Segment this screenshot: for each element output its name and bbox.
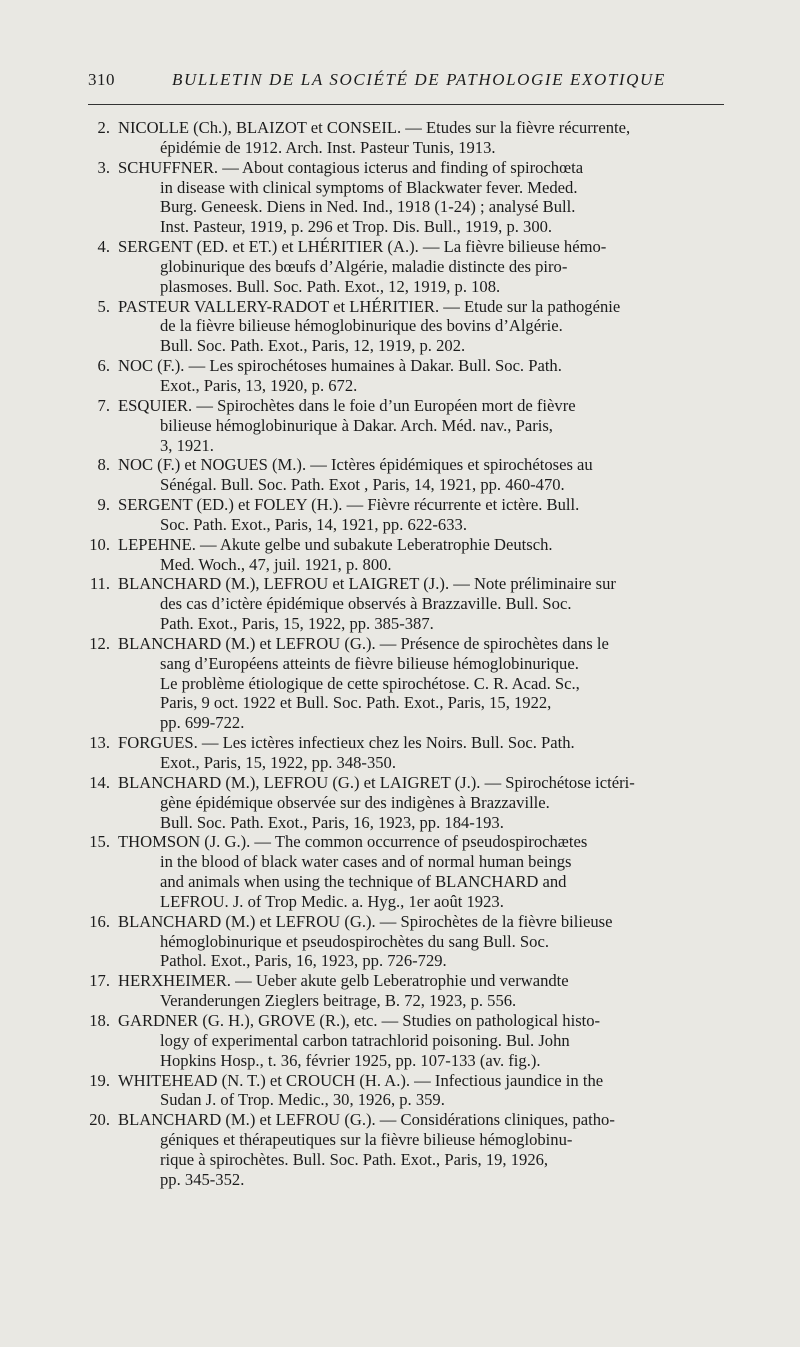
reference-line: Soc. Path. Exot., Paris, 14, 1921, pp. 622-633. xyxy=(160,514,467,534)
reference-text xyxy=(118,912,726,972)
reference-line: LEPEHNE. — Akute gelbe und subakute Leberatrophie Deutsch. xyxy=(118,534,553,554)
reference-line: Exot., Paris, 15, 1922, pp. 348-350. xyxy=(160,753,396,772)
reference-text xyxy=(118,1011,726,1071)
reference-list xyxy=(82,118,726,1190)
reference-item xyxy=(82,495,726,535)
reference-line: Paris, 9 oct. 1922 et Bull. Soc. Path. Exot., Paris, 15, 1922, xyxy=(160,693,552,713)
reference-item xyxy=(82,535,726,575)
reference-line: NICOLLE (Ch.), BLAIZOT et CONSEIL. — Etudes sur la fièvre récurrente, xyxy=(118,118,631,137)
reference-number: 16. xyxy=(89,911,110,931)
reference-line: Pathol. Exot., Paris, 16, 1923, pp. 726-729. xyxy=(160,951,447,971)
reference-number: 19. xyxy=(89,1070,110,1090)
reference-item xyxy=(82,634,726,733)
reference-text xyxy=(118,455,726,495)
reference-number: 20. xyxy=(89,1110,110,1130)
reference-line: FORGUES. — Les ictères infectieux chez les Noirs. Bull. Soc. Path. xyxy=(118,733,575,753)
reference-text xyxy=(118,733,726,773)
reference-line: rique à spirochètes. Bull. Soc. Path. Exot., Paris, 19, 1926, xyxy=(160,1149,549,1169)
reference-line: Bull. Soc. Path. Exot., Paris, 16, 1923, pp. 184-193. xyxy=(160,812,504,832)
reference-text xyxy=(118,535,726,575)
reference-item xyxy=(82,1071,726,1111)
reference-line: GARDNER (G. H.), GROVE (R.), etc. — Studies on pathological histo- xyxy=(118,1010,601,1030)
reference-line: and animals when using the technique of BLANCHARD and xyxy=(160,872,567,892)
reference-item xyxy=(82,396,726,456)
reference-line: 3, 1921. xyxy=(160,435,214,455)
reference-number: 3. xyxy=(97,157,110,177)
reference-number: 13. xyxy=(89,733,110,753)
reference-line: Med. Woch., 47, juil. 1921, p. 800. xyxy=(160,554,392,574)
reference-line: Hopkins Hosp., t. 36, février 1925, pp. 107-133 (av. fig.). xyxy=(160,1050,541,1070)
reference-text xyxy=(118,356,726,396)
reference-number: 11. xyxy=(89,574,110,594)
reference-text xyxy=(118,495,726,535)
reference-line: Burg. Geneesk. Diens in Ned. Ind., 1918 (1-24) ; analysé Bull. xyxy=(160,197,576,217)
reference-item xyxy=(82,912,726,972)
reference-number: 15. xyxy=(89,832,110,852)
reference-item xyxy=(82,297,726,357)
reference-text xyxy=(118,297,726,357)
reference-line: de la fièvre bilieuse hémoglobinurique des bovins d’Algérie. xyxy=(160,316,563,336)
reference-item xyxy=(82,733,726,773)
reference-item xyxy=(82,832,726,911)
reference-line: WHITEHEAD (N. T.) et CROUCH (H. A.). — Infectious jaundice in the xyxy=(118,1070,604,1090)
reference-item xyxy=(82,773,726,833)
header-rule xyxy=(88,104,724,105)
reference-number: 6. xyxy=(97,356,110,376)
reference-text xyxy=(118,118,726,158)
reference-line: NOC (F.) et NOGUES (M.). — Ictères épidémiques et spirochétoses au xyxy=(118,455,593,475)
reference-text xyxy=(118,237,726,297)
reference-line: Bull. Soc. Path. Exot., Paris, 12, 1919, p. 202. xyxy=(160,336,466,356)
reference-item xyxy=(82,1110,726,1189)
reference-line: BLANCHARD (M.) et LEFROU (G.). — Spirochètes de la fièvre bilieuse xyxy=(118,911,613,931)
reference-number: 10. xyxy=(89,534,110,554)
reference-line: Veranderungen Zieglers beitrage, B. 72, 1923, p. 556. xyxy=(160,991,517,1011)
reference-item xyxy=(82,574,726,634)
reference-number: 4. xyxy=(97,237,110,257)
reference-line: Le problème étiologique de cette spirochétose. C. R. Acad. Sc., xyxy=(160,673,580,693)
reference-item xyxy=(82,118,726,158)
reference-line: SCHUFFNER. — About contagious icterus and finding of spirochœta xyxy=(118,157,584,177)
reference-line: in the blood of black water cases and of normal human beings xyxy=(160,852,572,872)
reference-number: 5. xyxy=(97,296,110,316)
reference-line: pp. 699-722. xyxy=(160,713,245,733)
reference-line: ESQUIER. — Spirochètes dans le foie d’un Européen mort de fièvre xyxy=(118,395,576,415)
reference-text xyxy=(118,634,726,733)
reference-line: épidémie de 1912. Arch. Inst. Pasteur Tunis, 1913. xyxy=(160,137,496,157)
reference-line: NOC (F.). — Les spirochétoses humaines à Dakar. Bull. Soc. Path. xyxy=(118,356,562,376)
reference-line: HERXHEIMER. — Ueber akute gelb Leberatrophie und verwandte xyxy=(118,971,569,991)
page-number: 310 xyxy=(88,70,115,89)
reference-line: Path. Exot., Paris, 15, 1922, pp. 385-387. xyxy=(160,614,434,634)
reference-item xyxy=(82,237,726,297)
reference-number: 14. xyxy=(89,772,110,792)
reference-line: Sénégal. Bull. Soc. Path. Exot , Paris, 14, 1921, pp. 460-470. xyxy=(160,475,565,495)
reference-text xyxy=(118,1110,726,1189)
reference-item xyxy=(82,455,726,495)
reference-line: THOMSON (J. G.). — The common occurrence of pseudospirochætes xyxy=(118,832,588,852)
reference-line: BLANCHARD (M.), LEFROU (G.) et LAIGRET (J.). — Spirochétose ictéri- xyxy=(118,772,635,792)
reference-item xyxy=(82,1011,726,1071)
reference-text xyxy=(118,158,726,237)
reference-line: gène épidémique observée sur des indigènes à Brazzaville. xyxy=(160,792,550,812)
reference-line: pp. 345-352. xyxy=(160,1169,245,1189)
reference-item xyxy=(82,158,726,237)
reference-line: BLANCHARD (M.) et LEFROU (G.). — Présence de spirochètes dans le xyxy=(118,633,609,653)
reference-line: hémoglobinurique et pseudospirochètes du sang Bull. Soc. xyxy=(160,931,549,951)
reference-line: SERGENT (ED. et ET.) et LHÉRITIER (A.). — La fièvre bilieuse hémo- xyxy=(118,237,607,257)
reference-line: BLANCHARD (M.), LEFROU et LAIGRET (J.). — Note préliminaire sur xyxy=(118,574,616,594)
reference-number: 2. xyxy=(97,118,110,137)
reference-text xyxy=(118,1071,726,1111)
reference-line: Sudan J. of Trop. Medic., 30, 1926, p. 359. xyxy=(160,1090,445,1110)
reference-line: Exot., Paris, 13, 1920, p. 672. xyxy=(160,375,358,395)
reference-text xyxy=(118,832,726,911)
reference-line: SERGENT (ED.) et FOLEY (H.). — Fièvre récurrente et ictère. Bull. xyxy=(118,495,580,515)
reference-text xyxy=(118,773,726,833)
reference-number: 17. xyxy=(89,971,110,991)
reference-line: PASTEUR VALLERY-RADOT et LHÉRITIER. — Etude sur la pathogénie xyxy=(118,296,621,316)
reference-line: in disease with clinical symptoms of Blackwater fever. Meded. xyxy=(160,177,578,197)
reference-item xyxy=(82,356,726,396)
running-title: BULLETIN DE LA SOCIÉTÉ DE PATHOLOGIE EXOTIQUE xyxy=(172,70,666,89)
reference-number: 7. xyxy=(97,395,110,415)
reference-line: logy of experimental carbon tatrachlorid poisoning. Bul. John xyxy=(160,1030,570,1050)
reference-line: sang d’Européens atteints de fièvre bilieuse hémoglobinurique. xyxy=(160,653,579,673)
reference-number: 18. xyxy=(89,1010,110,1030)
reference-line: des cas d’ictère épidémique observés à Brazzaville. Bull. Soc. xyxy=(160,594,572,614)
reference-number: 12. xyxy=(89,633,110,653)
reference-text xyxy=(118,971,726,1011)
reference-line: Inst. Pasteur, 1919, p. 296 et Trop. Dis. Bull., 1919, p. 300. xyxy=(160,217,553,237)
reference-line: BLANCHARD (M.) et LEFROU (G.). — Considérations cliniques, patho- xyxy=(118,1110,615,1130)
reference-item xyxy=(82,971,726,1011)
reference-text xyxy=(118,574,726,634)
reference-line: géniques et thérapeutiques sur la fièvre bilieuse hémoglobinu- xyxy=(160,1130,573,1150)
reference-line: LEFROU. J. of Trop Medic. a. Hyg., 1er août 1923. xyxy=(160,891,504,911)
reference-line: bilieuse hémoglobinurique à Dakar. Arch. Méd. nav., Paris, xyxy=(160,415,553,435)
reference-number: 8. xyxy=(97,455,110,475)
reference-line: plasmoses. Bull. Soc. Path. Exot., 12, 1919, p. 108. xyxy=(160,276,501,296)
reference-line: globinurique des bœufs d’Algérie, maladie distincte des piro- xyxy=(160,256,568,276)
reference-number: 9. xyxy=(97,495,110,515)
reference-text xyxy=(118,396,726,456)
